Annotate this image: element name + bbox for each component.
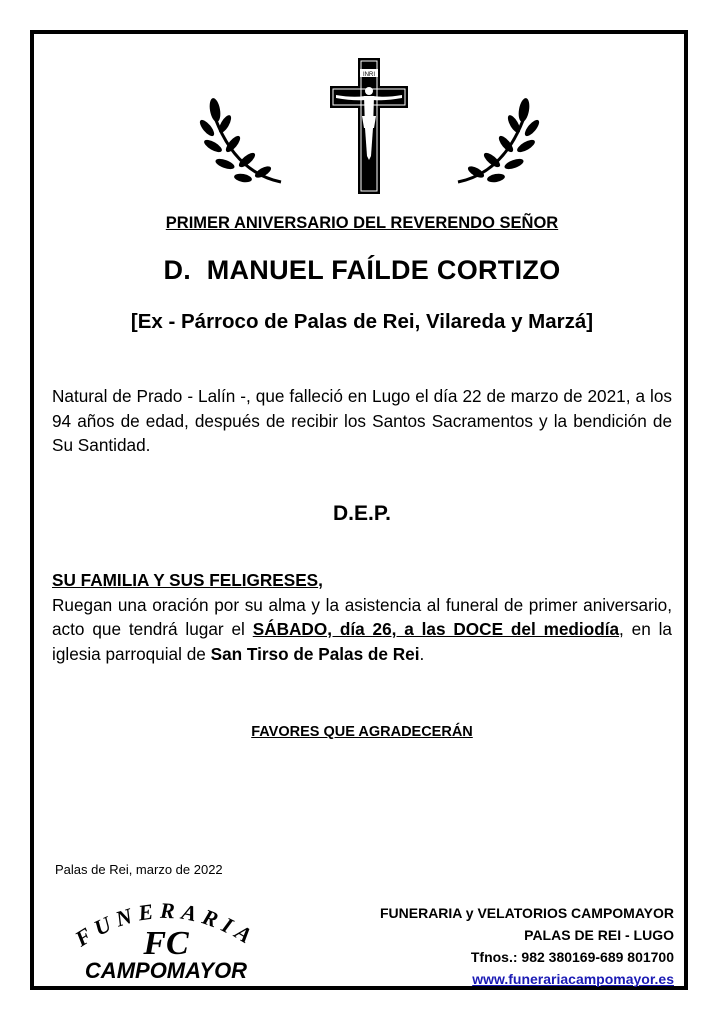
header-title: PRIMER ANIVERSARIO DEL REVERENDO SEÑOR (165, 214, 559, 232)
company-info (314, 902, 674, 990)
church-name: San Tirso de Palas de Rei (210, 643, 420, 664)
cross-inscription: INRI (363, 72, 375, 78)
family-heading-comma: , (318, 570, 323, 590)
laurel-left-icon (193, 92, 289, 192)
family-heading: SU FAMILIA Y SUS FELIGRESES (52, 570, 319, 590)
subtitle: [Ex - Párroco de Palas de Rei, Vilareda y Marzá] (130, 310, 594, 333)
company-phones: Tfnos.: 982 380169-689 801700 (470, 949, 674, 965)
crucifix-icon (328, 56, 410, 196)
company-website-link[interactable]: www.funerariacampomayor.es (472, 971, 674, 987)
dep-text: D.E.P. (333, 502, 391, 525)
place-date: Palas de Rei, marzo de 2022 (55, 862, 223, 877)
funeraria-logo (50, 892, 282, 984)
family-paragraph (52, 568, 672, 666)
family-text-3: . (419, 643, 425, 664)
deceased-name: D. MANUEL FAÍLDE CORTIZO (163, 255, 561, 285)
laurel-right-icon (450, 92, 546, 192)
biography-paragraph: Natural de Prado - Lalín -, que falleció en Lugo el día 22 de marzo de 2021, a los 94 años de edad, después de recibir los Santos Sacramentos y la bendición de Su Santidad. (52, 386, 672, 455)
logo-monogram: FC (143, 925, 189, 962)
family-text-2: , en la iglesia parroquial de (52, 619, 672, 664)
logo-bottom-text: CAMPOMAYOR (84, 958, 248, 983)
favores-text: FAVORES QUE AGRADECERÁN (251, 724, 473, 740)
funeral-datetime: SÁBADO, día 26, a las DOCE del mediodía (252, 619, 620, 639)
company-location: PALAS DE REI - LUGO (524, 927, 674, 943)
logo-top-text: FUNERARIA (70, 897, 262, 952)
family-text-1: Ruegan una oración por su alma y la asistencia al funeral de primer aniversario, acto que tendrá lugar el (52, 594, 672, 639)
company-name: FUNERARIA y VELATORIOS CAMPOMAYOR (379, 905, 674, 921)
